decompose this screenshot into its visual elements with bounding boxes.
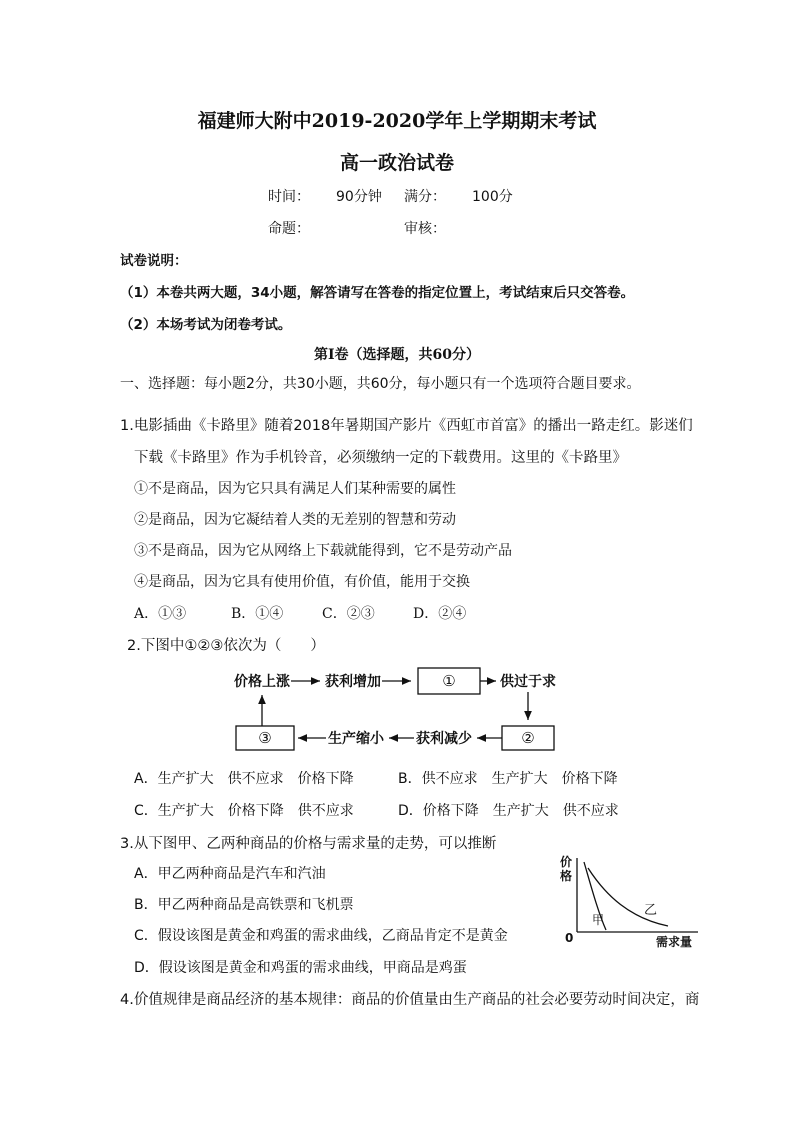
score-value: 100分 bbox=[472, 189, 513, 205]
q4-stem-line1: 4.价值规律是商品经济的基本规律：商品的价值量由生产商品的社会必要劳动时间决定，商 bbox=[120, 992, 700, 1008]
graph-y-label-1: 价 bbox=[560, 855, 573, 869]
flow-box-3-label: ③ bbox=[258, 729, 272, 747]
graph-x-label: 需求量 bbox=[656, 935, 693, 948]
q3-demand-graph bbox=[558, 852, 708, 948]
q3-option-d: D．假设该图是黄金和鸡蛋的需求曲线，甲商品是鸡蛋 bbox=[134, 960, 467, 976]
time-label: 时间： bbox=[268, 189, 310, 205]
q1-statement: ①不是商品，因为它只具有满足人们某种需要的属性 bbox=[134, 481, 456, 497]
q2-option-d: D．价格下降 生产扩大 供不应求 bbox=[398, 803, 619, 819]
q1-stem-line2: 下载《卡路里》作为手机铃音，必须缴纳一定的下载费用。这里的《卡路里》 bbox=[134, 450, 627, 466]
graph-origin: 0 bbox=[565, 931, 574, 945]
flow-box-1-label: ① bbox=[442, 672, 456, 690]
q2-flow-diagram bbox=[228, 660, 568, 756]
section-instruction: 一、选择题：每小题2分，共30小题，共60分，每小题只有一个选项符合题目要求。 bbox=[120, 376, 641, 392]
q3-option-c: C．假设该图是黄金和鸡蛋的需求曲线，乙商品肯定不是黄金 bbox=[134, 928, 508, 944]
flow-box-2-label: ② bbox=[521, 729, 535, 747]
graph-label-jia: 甲 bbox=[592, 913, 605, 927]
q3-option-a: A．甲乙两种商品是汽车和汽油 bbox=[134, 866, 326, 882]
q2-option-a: A．生产扩大 供不应求 价格下降 bbox=[134, 771, 354, 787]
reviewer-label: 审核： bbox=[404, 221, 446, 237]
q1-option-b: B．①④ bbox=[231, 606, 284, 622]
q1-option-d: D．②④ bbox=[413, 606, 467, 622]
q2-option-b: B．供不应求 生产扩大 价格下降 bbox=[398, 771, 618, 787]
q3-stem: 3.从下图甲、乙两种商品的价格与需求量的走势，可以推断 bbox=[120, 836, 497, 852]
q1-statement: ②是商品，因为它凝结着人类的无差别的智慧和劳动 bbox=[134, 512, 456, 528]
score-label: 满分： bbox=[404, 189, 446, 205]
setter-label: 命题： bbox=[268, 221, 310, 237]
exam-subtitle: 高一政治试卷 bbox=[339, 152, 454, 174]
notes-heading: 试卷说明： bbox=[120, 253, 188, 269]
note-item: （2）本场考试为闭卷考试。 bbox=[120, 317, 292, 333]
section-title: 第Ⅰ卷（选择题，共60分） bbox=[313, 347, 481, 363]
exam-title: 福建师大附中2019-2020学年上学期期末考试 bbox=[197, 110, 597, 132]
q2-stem: 2.下图中①②③依次为（ ） bbox=[127, 638, 325, 654]
q1-stem-line1: 1.电影插曲《卡路里》随着2018年暑期国产影片《西虹市首富》的播出一路走红。影迷们 bbox=[120, 418, 693, 434]
flow-profit-up: 获利增加 bbox=[325, 674, 381, 690]
q2-option-c: C．生产扩大 价格下降 供不应求 bbox=[134, 803, 354, 819]
flow-production-shrink: 生产缩小 bbox=[328, 731, 384, 747]
flow-profit-down: 获利减少 bbox=[416, 731, 472, 747]
graph-label-yi: 乙 bbox=[644, 903, 658, 918]
q3-option-b: B．甲乙两种商品是高铁票和飞机票 bbox=[134, 897, 354, 913]
time-value: 90分钟 bbox=[336, 189, 382, 205]
graph-y-label-2: 格 bbox=[560, 869, 573, 883]
flow-price-up: 价格上涨 bbox=[234, 674, 290, 690]
note-item: （1）本卷共两大题，34小题，解答请写在答卷的指定位置上，考试结束后只交答卷。 bbox=[120, 285, 635, 301]
q1-statement: ④是商品，因为它具有使用价值，有价值，能用于交换 bbox=[134, 574, 470, 590]
flow-supply-exceeds: 供过于求 bbox=[500, 674, 556, 690]
q1-option-c: C．②③ bbox=[322, 606, 375, 622]
q1-statement: ③不是商品，因为它从网络上下载就能得到，它不是劳动产品 bbox=[134, 543, 512, 559]
q1-option-a: A．①③ bbox=[134, 606, 187, 622]
